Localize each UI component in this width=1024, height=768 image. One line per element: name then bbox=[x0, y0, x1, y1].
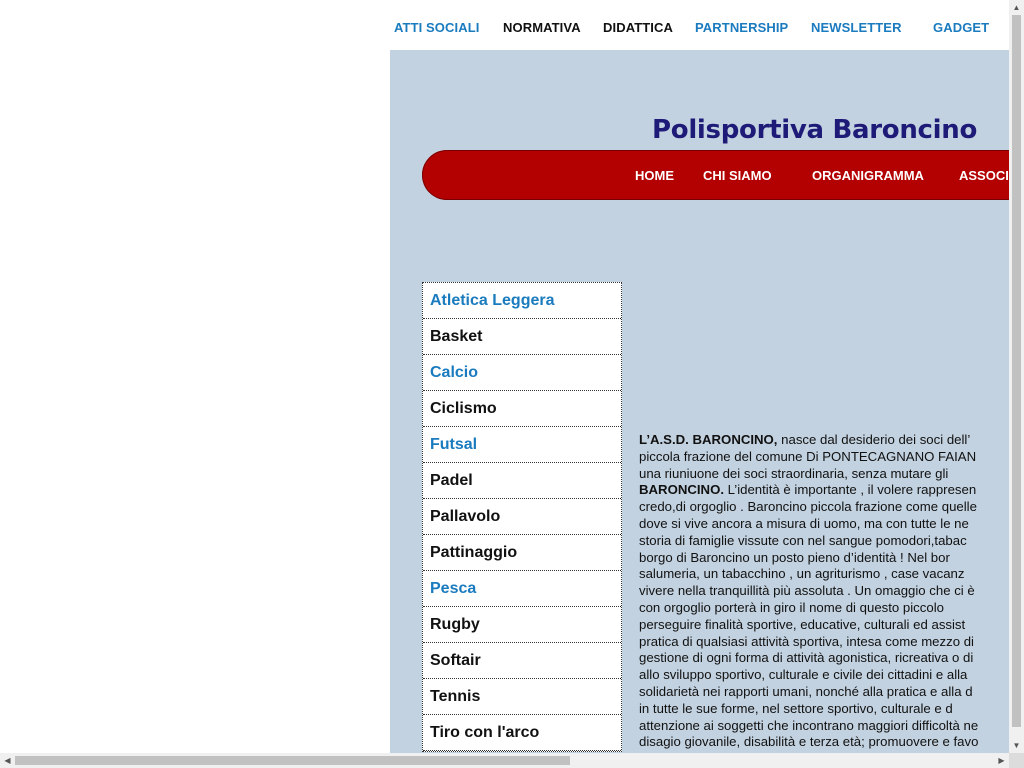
article-line-text: disagio giovanile, disabilità e terza età; promuovere e favo bbox=[639, 734, 979, 750]
article-line bbox=[639, 718, 1009, 735]
article-line bbox=[639, 499, 1009, 516]
article-line bbox=[639, 600, 1009, 617]
article-line bbox=[639, 566, 1009, 583]
sports-menu bbox=[422, 282, 622, 752]
article-line bbox=[639, 482, 1009, 499]
article-line-text: nasce dal desiderio dei soci dell’ bbox=[777, 432, 971, 447]
sports-menu-item-pesca[interactable]: Pesca bbox=[423, 571, 621, 607]
article-line-text: dove si vive ancora a misura di uomo, ma con tutte le ne bbox=[639, 515, 969, 531]
sports-menu-item-futsal[interactable]: Futsal bbox=[423, 427, 621, 463]
main-navigation-bar bbox=[422, 150, 1009, 200]
top-nav-partnership[interactable]: PARTNERSHIP bbox=[695, 20, 789, 35]
article-line-text: credo,di orgoglio . Baroncino piccola frazione come quelle bbox=[639, 499, 977, 515]
article-line bbox=[639, 466, 1009, 483]
sports-menu-item-padel[interactable]: Padel bbox=[423, 463, 621, 499]
vertical-scroll-thumb[interactable] bbox=[1012, 15, 1021, 727]
sports-menu-item-softair[interactable]: Softair bbox=[423, 643, 621, 679]
article-line-text: una riuniuone dei soci straordinaria, senza mutare gli bbox=[639, 465, 949, 481]
article-line-text: salumeria, un tabacchino , un agriturismo , case vacanz bbox=[639, 566, 965, 582]
article-line bbox=[639, 516, 1009, 533]
article-bold-text: BARONCINO. bbox=[639, 482, 724, 498]
article-line bbox=[639, 533, 1009, 550]
article-line bbox=[639, 432, 1009, 449]
article-text bbox=[639, 432, 1009, 751]
article-line-text: gestione di ogni forma di attività agonistica, ricreativa o di bbox=[639, 650, 974, 666]
article-line-text: piccola frazione del comune Di PONTECAGNANO FAIAN bbox=[639, 448, 977, 464]
main-nav-associ[interactable]: ASSOCI bbox=[959, 168, 1009, 183]
article-line-text: allo sviluppo sportivo, culturale e civile dei cittadini e alla bbox=[639, 667, 968, 683]
sports-menu-item-tiro-con-arco[interactable]: Tiro con l'arco bbox=[423, 715, 621, 751]
scroll-left-icon[interactable]: ◀ bbox=[4, 756, 11, 765]
article-line-text: L’identità è importante , il volere rappresen bbox=[724, 482, 977, 498]
article-line-text: borgo di Baroncino un posto pieno d’identità ! Nel bor bbox=[639, 549, 950, 565]
sports-menu-item-pallavolo[interactable]: Pallavolo bbox=[423, 499, 621, 535]
article-line bbox=[639, 550, 1009, 567]
sports-menu-item-tennis[interactable]: Tennis bbox=[423, 679, 621, 715]
article-line bbox=[639, 701, 1009, 718]
article-line-text: con orgoglio porterà in giro il nome di questo piccolo bbox=[639, 599, 944, 615]
scrollbar-corner bbox=[1009, 753, 1024, 768]
article-line bbox=[639, 583, 1009, 600]
main-nav-organigramma[interactable]: ORGANIGRAMMA bbox=[812, 168, 924, 183]
top-nav-gadget[interactable]: GADGET bbox=[933, 20, 990, 35]
article-line-text: pratica di qualsiasi attività sportiva, intesa come mezzo di bbox=[639, 633, 974, 649]
article-line-text: in tutte le sue forme, nel settore sportivo, culturale e d bbox=[639, 700, 953, 716]
sports-menu-item-ciclismo[interactable]: Ciclismo bbox=[423, 391, 621, 427]
article-line bbox=[639, 734, 1009, 751]
horizontal-scrollbar[interactable] bbox=[0, 753, 1009, 768]
sports-menu-item-atletica-leggera[interactable]: Atletica Leggera bbox=[423, 283, 621, 319]
sports-menu-item-rugby[interactable]: Rugby bbox=[423, 607, 621, 643]
site-title: Polisportiva Baroncino bbox=[652, 115, 978, 145]
sports-menu-item-calcio[interactable]: Calcio bbox=[423, 355, 621, 391]
top-nav-newsletter[interactable]: NEWSLETTER bbox=[811, 20, 902, 35]
article-line-text: perseguire finalità sportive, educative, culturali ed assist bbox=[639, 616, 966, 632]
scroll-right-icon[interactable]: ▶ bbox=[998, 756, 1005, 765]
article-line-text: solidarietà nei rapporti umani, nonché alla pratica e alla d bbox=[639, 683, 973, 699]
article-line-text: storia di famiglie vissute con nel sangue pomodori,tabac bbox=[639, 532, 967, 548]
scroll-up-icon[interactable]: ▲ bbox=[1012, 3, 1021, 12]
article-line bbox=[639, 449, 1009, 466]
article-line-text: vivere nella tranquillità più assoluta . Un omaggio che ci è bbox=[639, 583, 975, 599]
top-nav-atti-sociali[interactable]: ATTI SOCIALI bbox=[394, 20, 480, 35]
article-line bbox=[639, 617, 1009, 634]
article-line-text: attenzione ai soggetti che incontrano maggiori difficoltà ne bbox=[639, 717, 979, 733]
scroll-down-icon[interactable]: ▼ bbox=[1012, 741, 1021, 750]
page-content bbox=[390, 0, 1009, 753]
sports-menu-item-pattinaggio[interactable]: Pattinaggio bbox=[423, 535, 621, 571]
main-nav-home[interactable]: HOME bbox=[635, 168, 674, 183]
main-nav-chi-siamo[interactable]: CHI SIAMO bbox=[703, 168, 772, 183]
top-navigation bbox=[390, 0, 1009, 50]
top-nav-didattica[interactable]: DIDATTICA bbox=[603, 20, 673, 35]
article-line bbox=[639, 634, 1009, 651]
article-bold-text: L’A.S.D. BARONCINO, bbox=[639, 432, 778, 447]
sports-menu-item-basket[interactable]: Basket bbox=[423, 319, 621, 355]
vertical-scrollbar[interactable] bbox=[1009, 0, 1024, 753]
horizontal-scroll-thumb[interactable] bbox=[15, 756, 570, 765]
article-line bbox=[639, 667, 1009, 684]
article-line bbox=[639, 684, 1009, 701]
top-nav-normativa[interactable]: NORMATIVA bbox=[503, 20, 581, 35]
article-line bbox=[639, 650, 1009, 667]
